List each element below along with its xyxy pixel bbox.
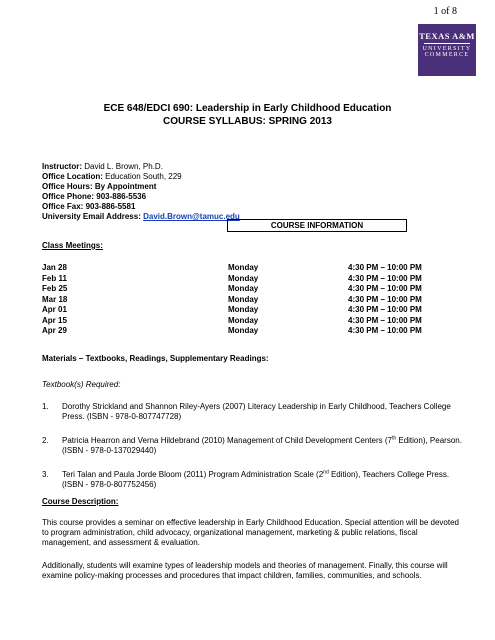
- schedule-row: [42, 295, 462, 306]
- instructor-label: Instructor:: [42, 162, 82, 171]
- schedule-date: Feb 11: [42, 273, 67, 283]
- book-text: Teri Talan and Paula Jorde Bloom (2011) Program Administration Scale (2: [62, 470, 324, 479]
- schedule-row: [42, 326, 462, 337]
- schedule-day: Monday: [228, 263, 259, 272]
- description-paragraph-1: This course provides a seminar on effective leadership in Early Childhood Education. Special attention will be devoted to program administration, child advocacy, organizational management, marketing & public relations, fiscal management, and assessment & evaluation.: [42, 518, 459, 547]
- schedule-row: [42, 305, 462, 316]
- page-number: 1 of 8: [433, 6, 457, 17]
- schedule-day: Monday: [228, 326, 259, 335]
- instructor-line: [42, 162, 240, 172]
- office-hours-line: [42, 182, 240, 192]
- textbook-heading: Textbook(s) Required:: [42, 380, 121, 389]
- schedule-time: 4:30 PM – 10:00 PM: [348, 326, 422, 335]
- schedule-day: Monday: [228, 273, 259, 283]
- schedule-time: 4:30 PM – 10:00 PM: [348, 305, 422, 314]
- list-item: [42, 402, 462, 422]
- schedule-row: [42, 263, 462, 274]
- logo-line3: COMMERCE: [424, 52, 470, 58]
- list-item: [42, 436, 462, 456]
- class-meetings-heading: Class Meetings:: [42, 241, 103, 250]
- list-number: 2.: [42, 436, 49, 445]
- edition-superscript: nd: [323, 469, 329, 476]
- office-phone-label: Office Phone:: [42, 192, 95, 201]
- office-hours-label: Office Hours:: [42, 182, 93, 191]
- logo-line2: UNIVERSITY: [422, 46, 472, 52]
- email-link[interactable]: David.Brown@tamuc.edu: [143, 212, 240, 221]
- schedule-time: 4:30 PM – 10:00 PM: [348, 273, 422, 283]
- textbook-list: [42, 402, 462, 504]
- schedule-day: Monday: [228, 315, 259, 325]
- email-line: [42, 212, 240, 222]
- course-information-heading: COURSE INFORMATION: [227, 219, 407, 232]
- office-hours-value: By Appointment: [94, 182, 157, 191]
- schedule-time: 4:30 PM – 10:00 PM: [348, 263, 422, 272]
- book-text-cont: Edition), Pearson. (ISBN - 978-0-137029440): [62, 436, 462, 455]
- office-fax-line: [42, 202, 240, 212]
- email-label: University Email Address:: [42, 212, 141, 221]
- schedule-day: Monday: [228, 305, 259, 314]
- schedule-row: [42, 284, 462, 295]
- office-location-line: [42, 172, 240, 182]
- office-phone-line: [42, 192, 240, 202]
- logo-line1: TEXAS A&M: [419, 31, 475, 41]
- book-text-cont: Edition), Teachers College Press. (ISBN - 978-0-807752456): [62, 470, 450, 489]
- schedule-time: 4:30 PM – 10:00 PM: [348, 294, 422, 304]
- course-description-heading: Course Description:: [42, 497, 119, 506]
- description-paragraph-2: Additionally, students will examine types of leadership models and theories of management. Finally, this course will examine policy-making processes and procedures that impact children, families, communities, and schools.: [42, 561, 448, 580]
- university-logo: [418, 24, 476, 76]
- schedule-time: 4:30 PM – 10:00 PM: [348, 284, 422, 293]
- schedule-date: Feb 25: [42, 284, 68, 293]
- schedule-date: Apr 29: [42, 326, 67, 335]
- materials-heading: Materials – Textbooks, Readings, Supplementary Readings:: [42, 354, 269, 363]
- title-line2: COURSE SYLLABUS: SPRING 2013: [163, 116, 332, 127]
- schedule-date: Apr 01: [42, 305, 67, 314]
- schedule-day: Monday: [228, 284, 259, 293]
- list-number: 3.: [42, 470, 49, 479]
- title-line1: ECE 648/EDCI 690: Leadership in Early Childhood Education: [103, 103, 392, 114]
- class-schedule: [42, 263, 462, 337]
- schedule-time: 4:30 PM – 10:00 PM: [348, 315, 422, 325]
- instructor-value: David L. Brown, Ph.D.: [84, 162, 163, 171]
- schedule-row: [42, 316, 462, 327]
- office-fax-label: Office Fax:: [42, 202, 84, 211]
- instructor-info: [42, 162, 240, 222]
- document-title: [0, 102, 495, 128]
- schedule-row: [42, 274, 462, 285]
- book-text: Patricia Hearron and Verna Hildebrand (2010) Management of Child Development Centers (7: [62, 436, 392, 445]
- book-text: Dorothy Strickland and Shannon Riley-Ayers (2007) Literacy Leadership in Early Childhood, Teachers College Press. (ISBN - 978-0-807747728): [62, 402, 451, 421]
- schedule-day: Monday: [228, 294, 259, 304]
- logo-rule: [424, 43, 470, 44]
- list-item: [42, 470, 462, 490]
- schedule-date: Mar 18: [42, 294, 68, 304]
- schedule-date: Jan 28: [42, 263, 67, 272]
- edition-superscript: th: [391, 435, 397, 442]
- list-number: 1.: [42, 402, 49, 411]
- office-location-label: Office Location:: [42, 172, 103, 181]
- office-fax-value: 903-886-5581: [85, 202, 136, 211]
- office-location-value: Education South, 229: [105, 172, 182, 181]
- schedule-date: Apr 15: [42, 315, 67, 325]
- office-phone-value: 903-886-5536: [96, 192, 147, 201]
